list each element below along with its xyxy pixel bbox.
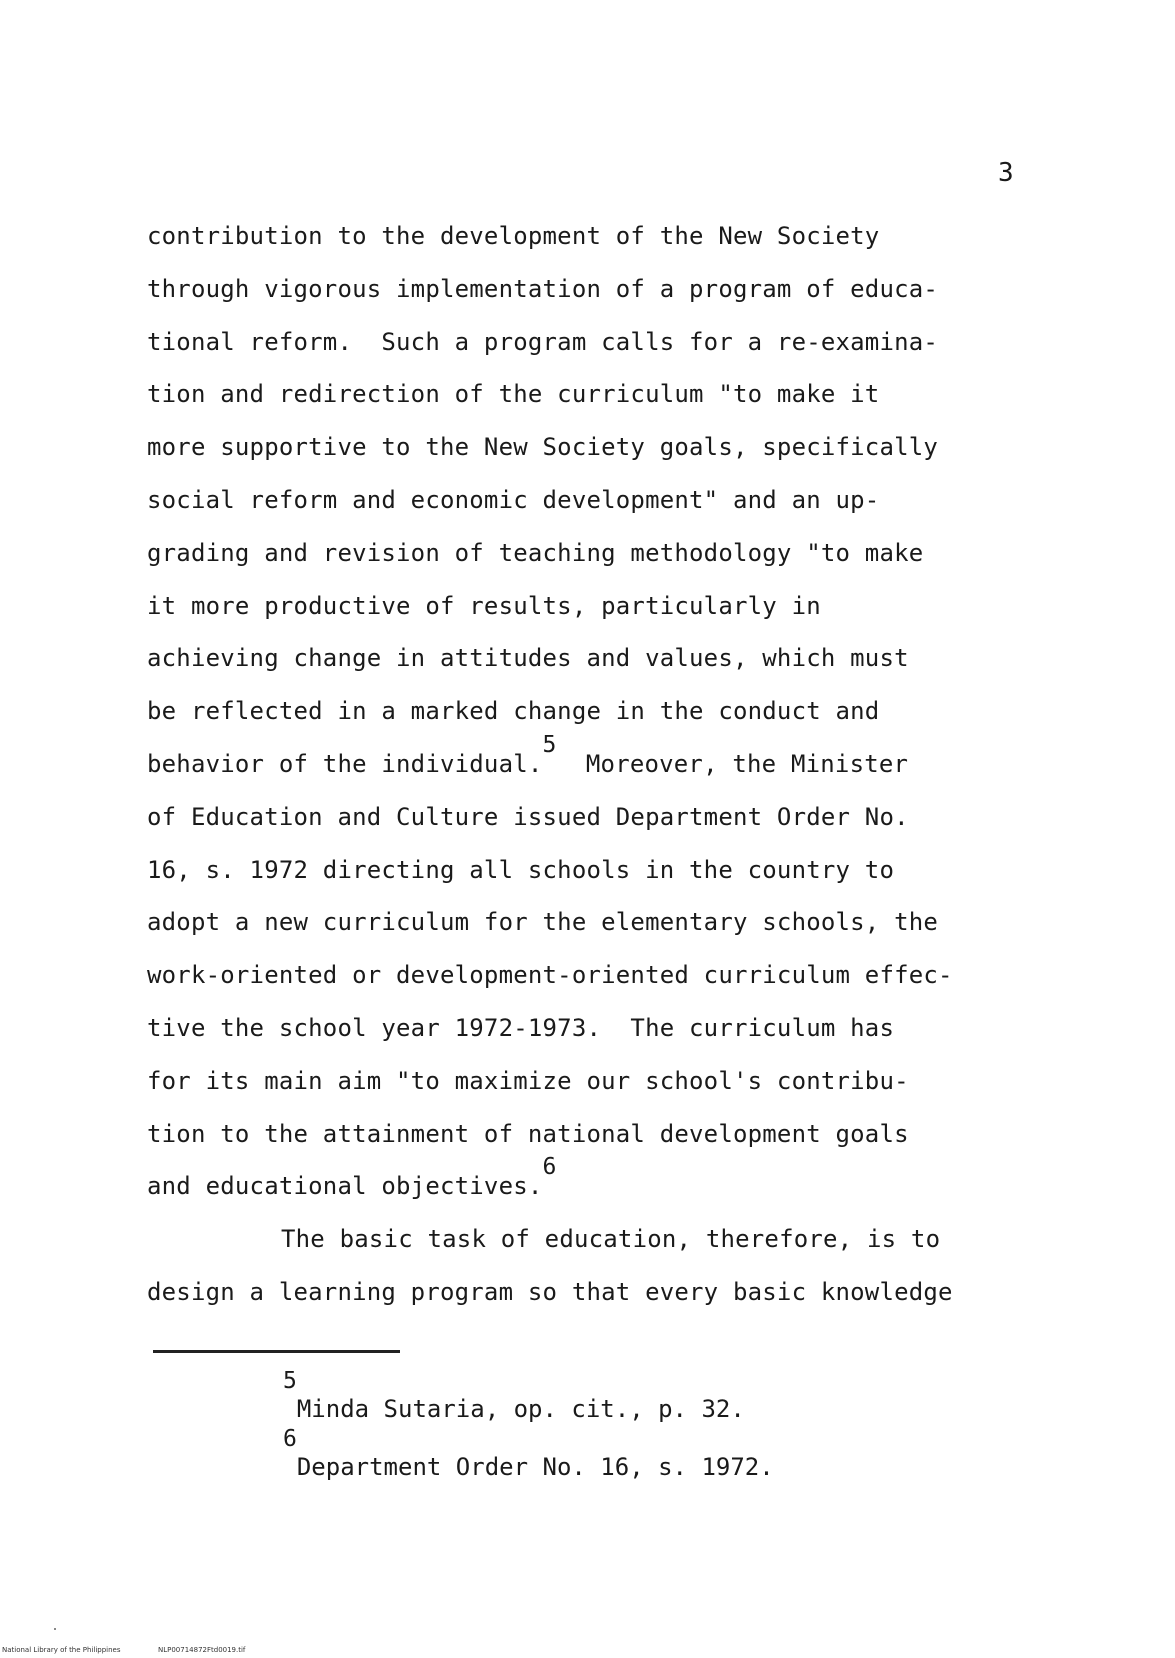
text-line: adopt a new curriculum for the elementary schools, the	[147, 908, 939, 937]
text-line: behavior of the individual.$^5$ Moreover, the Minister	[147, 731, 909, 778]
text-line: tional reform. Such a program calls for a re-examina-	[147, 327, 939, 356]
footnote-mark: 5	[283, 1368, 297, 1394]
text-line: and educational objectives.$^6$	[147, 1154, 557, 1201]
footnote-6: $^6$Department Order No. 16, s. 1972.	[283, 1426, 774, 1481]
text-line: achieving change in attitudes and values, which must	[147, 644, 909, 673]
text-line: work-oriented or development-oriented curriculum effec-	[147, 961, 953, 990]
scan-library-label: National Library of the Philippines	[2, 1646, 121, 1654]
body-text	[147, 210, 1087, 1319]
footnote-mark: 6	[283, 1426, 297, 1452]
text-line: contribution to the development of the New Society	[147, 222, 880, 250]
text-line: for its main aim "to maximize our school's contribu-	[147, 1066, 909, 1095]
text-line: social reform and economic development" and an up-	[147, 485, 880, 514]
text-line: 16, s. 1972 directing all schools in the country to	[147, 855, 895, 884]
text-line: be reflected in a marked change in the conduct and	[147, 697, 880, 726]
text-line: tive the school year 1972-1973. The curriculum has	[147, 1013, 895, 1042]
footnote-ref-6: 6	[542, 1154, 557, 1181]
text-line: tion to the attainment of national development goals	[147, 1119, 909, 1148]
text-line: through vigorous implementation of a program of educa-	[147, 274, 939, 303]
page-number: 3	[998, 158, 1014, 188]
text-line-indented: The basic task of education, therefore, is to	[281, 1225, 941, 1254]
footnote-ref-5: 5	[542, 731, 557, 758]
footnotes	[283, 1368, 774, 1496]
footnote-divider	[153, 1350, 400, 1353]
text-line: it more productive of results, particularly in	[147, 591, 821, 620]
text-line: grading and revision of teaching methodology "to make	[147, 538, 924, 567]
scan-file-label: NLP00714872Ftd0019.tif	[158, 1646, 246, 1654]
scan-speck	[54, 1628, 56, 1630]
text-line: tion and redirection of the curriculum "to make it	[147, 380, 880, 409]
text-line: of Education and Culture issued Department Order No.	[147, 802, 909, 831]
text-line: more supportive to the New Society goals, specifically	[147, 433, 939, 462]
text-line: design a learning program so that every basic knowledge	[147, 1277, 953, 1306]
footnote-5: $^5$Minda Sutaria, op. cit., p. 32.	[283, 1368, 745, 1423]
